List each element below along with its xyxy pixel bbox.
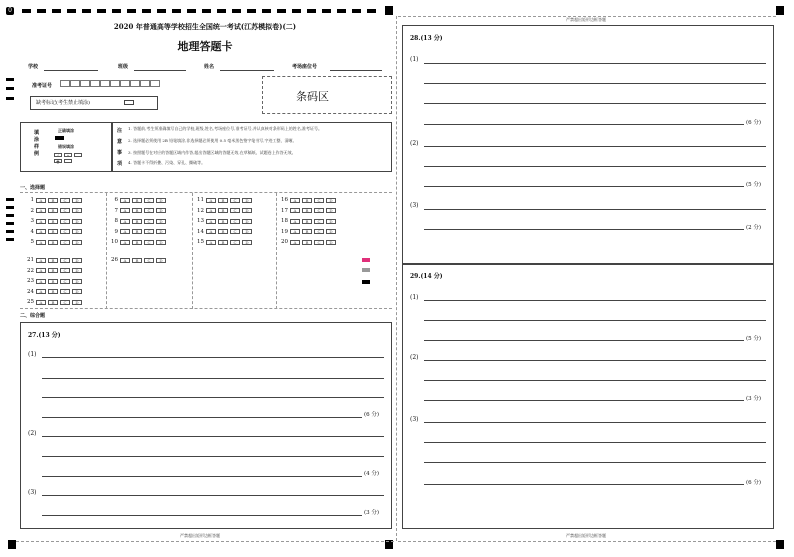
q28-title: 28.(13 分) <box>410 35 443 42</box>
side-mark <box>6 222 14 225</box>
timing-mark <box>292 9 301 13</box>
mcq-question-number: 24 <box>27 288 34 295</box>
mcq-option-bubble[interactable]: D <box>326 198 336 203</box>
q27-line[interactable] <box>42 417 362 418</box>
mcq-option-bubble[interactable]: C <box>60 198 70 203</box>
timing-mark <box>217 9 226 13</box>
q29-part3-points: (6 分) <box>746 480 762 486</box>
mcq-option-bubble[interactable]: A <box>290 240 300 245</box>
timing-mark <box>262 9 271 13</box>
mcq-question-row <box>26 299 82 305</box>
mcq-option-bubble[interactable]: A <box>120 258 130 263</box>
mcq-option-bubble[interactable]: B <box>48 208 58 213</box>
q28-line[interactable] <box>424 83 766 84</box>
mcq-option-bubble[interactable]: C <box>230 208 240 213</box>
mcq-question-number: 3 <box>30 218 34 224</box>
color-mark-black <box>362 280 370 284</box>
note-2: 2. 选择题必须使用 2B 铅笔填涂,非选择题必须使用 0.5 毫米黑色签字笔书写,字迹工整、清晰。 <box>128 138 297 143</box>
mcq-question-row <box>280 197 336 203</box>
q29-line[interactable] <box>424 360 766 361</box>
mcq-option-bubble[interactable]: B <box>218 240 228 245</box>
q29-line[interactable] <box>424 400 744 401</box>
mcq-option-bubble[interactable]: B <box>132 240 142 245</box>
header-warning-right: 严禁超出矩形边框答题 <box>566 17 606 22</box>
mcq-question-number: 1 <box>30 197 34 203</box>
mcq-option-bubble[interactable]: D <box>72 279 82 284</box>
page-bottom-rule <box>398 541 776 542</box>
q27-part2-points: (4 分) <box>364 471 380 477</box>
mcq-option-bubble[interactable]: A <box>206 219 216 224</box>
mcq-option-bubble[interactable]: B <box>218 219 228 224</box>
q29-line[interactable] <box>424 422 766 423</box>
mcq-col-divider <box>106 193 107 309</box>
q27-line[interactable] <box>42 378 384 379</box>
footer-warning-right: 严禁超出矩形边框答题 <box>566 533 606 538</box>
timing-mark <box>142 9 151 13</box>
school-field[interactable] <box>44 70 98 71</box>
q29-line[interactable] <box>424 320 766 321</box>
mcq-question-number: 18 <box>281 218 288 224</box>
q28-line[interactable] <box>424 146 766 147</box>
mcq-col-divider <box>276 193 277 309</box>
timing-mark <box>322 9 331 13</box>
color-mark-gray <box>362 268 370 272</box>
mcq-option-bubble[interactable]: A <box>36 198 46 203</box>
mcq-option-bubble[interactable]: C <box>144 219 154 224</box>
mcq-option-bubble[interactable]: C <box>60 229 70 234</box>
mcq-option-bubble[interactable]: D <box>156 258 166 263</box>
mcq-option-bubble[interactable]: A <box>120 229 130 234</box>
side-mark <box>6 97 14 100</box>
q28-part1-label: (1) <box>410 56 419 63</box>
side-mark <box>6 230 14 233</box>
mcq-option-bubble[interactable]: A <box>120 198 130 203</box>
mcq-option-bubble[interactable]: C <box>230 219 240 224</box>
mcq-question-row <box>26 257 82 263</box>
mcq-option-bubble[interactable]: A <box>206 198 216 203</box>
mcq-option-bubble[interactable]: D <box>72 268 82 273</box>
mcq-question-number: 12 <box>197 207 204 214</box>
mcq-question-row <box>110 208 166 214</box>
seat-field[interactable] <box>330 70 382 71</box>
mcq-option-bubble[interactable]: A <box>290 219 300 224</box>
mcq-option-bubble[interactable]: A <box>36 208 46 213</box>
q29-line[interactable] <box>424 484 744 485</box>
wrong-fill-label: 错误填涂 <box>58 144 74 149</box>
q28-line[interactable] <box>424 209 766 210</box>
mcq-option-bubble[interactable]: C <box>144 208 154 213</box>
mcq-question-number: 23 <box>27 278 34 284</box>
mcq-question-number: 10 <box>111 239 118 245</box>
q29-title: 29.(14 分) <box>410 273 443 280</box>
fill-example-label: 填 涂 样 例 <box>34 130 40 157</box>
mcq-option-bubble[interactable]: C <box>144 240 154 245</box>
mcq-option-bubble[interactable]: C <box>60 289 70 294</box>
wrong-fill-samples-2: ● <box>54 159 72 163</box>
mcq-option-bubble[interactable]: C <box>144 198 154 203</box>
timing-mark <box>202 9 211 13</box>
mcq-option-bubble[interactable]: A <box>120 208 130 213</box>
exam-title: 2020 年普通高等学校招生全国统一考试(江苏模拟卷)(二) <box>113 22 297 31</box>
mcq-option-bubble[interactable]: D <box>242 208 252 213</box>
q27-line[interactable] <box>42 436 384 437</box>
side-mark <box>6 214 14 217</box>
q27-line[interactable] <box>42 495 384 496</box>
mcq-question-number: 22 <box>27 267 34 274</box>
absent-checkbox[interactable] <box>124 100 134 105</box>
q27-part1-points: (6 分) <box>364 412 380 418</box>
note-3: 3. 按照题号在对应的答题区域内作答,超出答题区域的答题无效,在草稿纸、试题卷上作答无效。 <box>128 150 296 155</box>
mcq-option-bubble[interactable]: D <box>156 229 166 234</box>
mcq-question-number: 17 <box>281 207 288 214</box>
mcq-option-bubble[interactable]: A <box>206 240 216 245</box>
timing-mark <box>307 9 316 13</box>
mcq-question-number: 4 <box>30 228 34 235</box>
mcq-option-bubble[interactable]: B <box>302 229 312 234</box>
mcq-option-bubble[interactable]: C <box>60 268 70 273</box>
mcq-question-row <box>110 239 166 245</box>
q29-part2-label: (2) <box>410 354 419 361</box>
timing-mark <box>337 9 346 13</box>
mcq-question-row <box>26 289 82 295</box>
section1-rule <box>20 192 392 193</box>
corner-mark-icon: 0 <box>6 7 14 15</box>
mcq-option-bubble[interactable]: C <box>60 300 70 305</box>
mcq-option-bubble[interactable]: C <box>60 258 70 263</box>
admission-label: 准考证号 <box>32 83 53 89</box>
mcq-question-number: 21 <box>27 257 34 263</box>
q29-part2-points: (3 分) <box>746 396 762 402</box>
timing-mark <box>187 9 196 13</box>
mcq-question-row <box>26 239 82 245</box>
mcq-option-bubble[interactable]: D <box>242 219 252 224</box>
mcq-option-bubble[interactable]: B <box>48 289 58 294</box>
seat-label: 考场座位号 <box>292 64 318 70</box>
mcq-option-bubble[interactable]: D <box>326 229 336 234</box>
mcq-option-bubble[interactable]: D <box>72 208 82 213</box>
mcq-question-number: 2 <box>30 207 34 214</box>
card-title: 地理答题卡 <box>177 40 233 53</box>
q29-part3-label: (3) <box>410 416 419 423</box>
mcq-question-number: 26 <box>111 257 118 263</box>
side-mark <box>6 206 14 209</box>
mcq-question-row <box>26 268 82 274</box>
timing-mark <box>97 9 106 13</box>
mcq-question-row <box>26 218 82 224</box>
mcq-question-row <box>280 218 336 224</box>
q29-line[interactable] <box>424 442 766 443</box>
q28-part3-points: (2 分) <box>746 225 762 231</box>
mcq-option-bubble[interactable]: C <box>314 240 324 245</box>
timing-mark <box>172 9 181 13</box>
color-mark-magenta <box>362 258 370 262</box>
timing-mark <box>112 9 121 13</box>
mcq-option-bubble[interactable]: A <box>36 300 46 305</box>
mcq-option-bubble[interactable]: B <box>302 240 312 245</box>
q28-part1-points: (6 分) <box>746 120 762 126</box>
mcq-question-number: 19 <box>281 228 288 235</box>
q27-part2-label: (2) <box>28 430 37 437</box>
section2-title: 二、综合题 <box>20 313 46 319</box>
mcq-option-bubble[interactable]: A <box>36 258 46 263</box>
mcq-question-row <box>110 218 166 224</box>
q28-part2-points: (5 分) <box>746 182 762 188</box>
timing-mark <box>232 9 241 13</box>
mcq-question-number: 20 <box>281 239 288 245</box>
mcq-option-bubble[interactable]: D <box>72 289 82 294</box>
note-1: 1. 答题前,考生须准确填写自己的学校,班级,姓名,考场座位号,准考证号,并认真核对条形码上的姓名,准考证号。 <box>128 126 322 131</box>
mcq-option-bubble[interactable]: B <box>48 198 58 203</box>
timing-mark <box>37 9 46 13</box>
mcq-option-bubble[interactable]: D <box>242 229 252 234</box>
notes-label: 注 意 事 项 <box>117 128 123 167</box>
school-label: 学校 <box>28 64 39 70</box>
q27-title: 27.(13 分) <box>28 332 61 339</box>
q28-line[interactable] <box>424 103 766 104</box>
q27-line[interactable] <box>42 397 384 398</box>
mcq-option-bubble[interactable]: B <box>48 258 58 263</box>
q28-line[interactable] <box>424 124 744 125</box>
mcq-option-bubble[interactable]: A <box>290 198 300 203</box>
mcq-option-bubble[interactable]: A <box>36 268 46 273</box>
timing-mark <box>67 9 76 13</box>
q29-part1-label: (1) <box>410 294 419 301</box>
page-divider <box>396 16 397 541</box>
mcq-question-number: 7 <box>114 207 118 214</box>
mcq-option-bubble[interactable]: B <box>132 208 142 213</box>
q28-part2-label: (2) <box>410 140 419 147</box>
mcq-option-bubble[interactable]: D <box>72 300 82 305</box>
mcq-option-bubble[interactable]: B <box>218 229 228 234</box>
mcq-option-bubble[interactable]: D <box>156 219 166 224</box>
correct-fill-sample <box>55 136 64 140</box>
timing-mark <box>82 9 91 13</box>
corner-mark <box>776 6 784 15</box>
mcq-option-bubble[interactable]: A <box>36 229 46 234</box>
timing-mark <box>52 9 61 13</box>
side-mark <box>6 78 14 81</box>
mcq-question-number: 6 <box>114 197 118 203</box>
mcq-option-bubble[interactable]: D <box>72 198 82 203</box>
mcq-option-bubble[interactable]: B <box>302 198 312 203</box>
q29-line[interactable] <box>424 300 766 301</box>
mcq-option-bubble[interactable]: C <box>314 229 324 234</box>
footer-warning-left: 严禁超出矩形边框答题 <box>180 533 220 538</box>
name-label: 姓名 <box>204 64 215 70</box>
mcq-option-bubble[interactable]: C <box>230 229 240 234</box>
mcq-option-bubble[interactable]: B <box>132 219 142 224</box>
admission-boxes[interactable] <box>60 80 160 87</box>
q27-line[interactable] <box>42 357 384 358</box>
correct-fill-label: 正确填涂 <box>58 128 74 133</box>
mcq-option-bubble[interactable]: A <box>36 289 46 294</box>
mcq-option-bubble[interactable]: C <box>314 219 324 224</box>
name-field[interactable] <box>220 70 274 71</box>
mcq-option-bubble[interactable]: B <box>48 240 58 245</box>
mcq-question-row <box>280 229 336 235</box>
mcq-option-bubble[interactable]: D <box>72 240 82 245</box>
class-field[interactable] <box>134 70 186 71</box>
timing-mark <box>127 9 136 13</box>
mcq-question-row <box>110 197 166 203</box>
page-bottom-rule <box>16 541 394 542</box>
side-mark <box>6 238 14 241</box>
mcq-option-bubble[interactable]: D <box>156 208 166 213</box>
q29-answer-box[interactable] <box>402 264 774 529</box>
q27-part1-label: (1) <box>28 351 37 358</box>
mcq-option-bubble[interactable]: B <box>48 300 58 305</box>
q27-part3-points: (3 分) <box>364 510 380 516</box>
mcq-option-bubble[interactable]: B <box>302 219 312 224</box>
mcq-option-bubble[interactable]: B <box>132 229 142 234</box>
class-label: 班级 <box>118 64 129 70</box>
q28-part3-label: (3) <box>410 202 419 209</box>
mcq-option-bubble[interactable]: A <box>36 279 46 284</box>
corner-mark <box>776 540 784 549</box>
mcq-option-bubble[interactable]: D <box>72 219 82 224</box>
mcq-option-bubble[interactable]: C <box>314 208 324 213</box>
mcq-option-bubble[interactable]: C <box>60 240 70 245</box>
mcq-question-row <box>196 239 252 245</box>
mcq-question-number: 15 <box>197 239 204 245</box>
mcq-option-bubble[interactable]: C <box>60 279 70 284</box>
mcq-question-number: 13 <box>197 218 204 224</box>
mcq-option-bubble[interactable]: B <box>48 219 58 224</box>
mcq-question-number: 8 <box>114 218 118 224</box>
q27-line[interactable] <box>42 515 362 516</box>
section1-bottom <box>20 308 392 309</box>
mcq-option-bubble[interactable]: B <box>132 198 142 203</box>
mcq-option-bubble[interactable]: B <box>48 279 58 284</box>
mcq-option-bubble[interactable]: A <box>206 208 216 213</box>
mcq-option-bubble[interactable]: D <box>156 198 166 203</box>
mcq-option-bubble[interactable]: A <box>36 240 46 245</box>
timing-mark <box>277 9 286 13</box>
mcq-question-row <box>196 208 252 214</box>
q27-answer-box[interactable] <box>20 322 392 529</box>
mcq-question-number: 25 <box>27 299 34 305</box>
mcq-option-bubble[interactable]: B <box>302 208 312 213</box>
mcq-option-bubble[interactable]: D <box>326 208 336 213</box>
q29-line[interactable] <box>424 380 766 381</box>
q29-line[interactable] <box>424 340 744 341</box>
mcq-option-bubble[interactable]: A <box>290 229 300 234</box>
mcq-option-bubble[interactable]: B <box>218 198 228 203</box>
side-mark <box>6 198 14 201</box>
mcq-option-bubble[interactable]: A <box>120 219 130 224</box>
mcq-col-divider <box>192 193 193 309</box>
mcq-option-bubble[interactable]: A <box>206 229 216 234</box>
mcq-option-bubble[interactable]: B <box>48 229 58 234</box>
mcq-option-bubble[interactable]: D <box>326 240 336 245</box>
mcq-option-bubble[interactable]: A <box>120 240 130 245</box>
mcq-option-bubble[interactable]: D <box>156 240 166 245</box>
q29-line[interactable] <box>424 462 766 463</box>
mcq-option-bubble[interactable]: B <box>48 268 58 273</box>
timing-mark <box>352 9 361 13</box>
mcq-question-number: 14 <box>197 228 204 235</box>
mcq-option-bubble[interactable]: C <box>230 198 240 203</box>
mcq-question-row <box>196 218 252 224</box>
mcq-question-row <box>196 197 252 203</box>
q28-line[interactable] <box>424 63 766 64</box>
corner-mark <box>8 540 16 549</box>
mcq-question-row <box>280 239 336 245</box>
q28-line[interactable] <box>424 229 744 230</box>
absent-label: 缺考标记(考生禁止填涂) <box>36 100 90 106</box>
mcq-option-bubble[interactable]: C <box>144 229 154 234</box>
mcq-question-row <box>26 229 82 235</box>
mcq-option-bubble[interactable]: D <box>242 240 252 245</box>
mcq-option-bubble[interactable]: C <box>144 258 154 263</box>
timing-mark <box>22 9 31 13</box>
mcq-question-row <box>26 208 82 214</box>
q27-line[interactable] <box>42 476 362 477</box>
wrong-fill-samples: ✓ × — <box>54 153 82 157</box>
mcq-question-number: 5 <box>30 239 34 245</box>
q27-part3-label: (3) <box>28 489 37 496</box>
timing-mark <box>157 9 166 13</box>
mcq-option-bubble[interactable]: D <box>72 229 82 234</box>
section1-title: 一、选择题 <box>20 185 46 191</box>
mcq-question-number: 16 <box>281 197 288 203</box>
side-mark <box>6 87 14 90</box>
mcq-option-bubble[interactable]: B <box>218 208 228 213</box>
mcq-option-bubble[interactable]: A <box>36 219 46 224</box>
mcq-option-bubble[interactable]: D <box>72 258 82 263</box>
timing-mark <box>247 9 256 13</box>
mcq-question-number: 9 <box>114 228 118 235</box>
q27-line[interactable] <box>42 456 384 457</box>
mcq-question-row <box>196 229 252 235</box>
mcq-question-row <box>280 208 336 214</box>
q28-line[interactable] <box>424 166 766 167</box>
timing-mark <box>367 9 376 13</box>
corner-mark <box>385 6 393 15</box>
note-4: 4. 答题卡不得折叠、污染、穿孔、撕破等。 <box>128 160 206 165</box>
mcq-option-bubble[interactable]: C <box>60 219 70 224</box>
mcq-option-bubble[interactable]: C <box>230 240 240 245</box>
mcq-question-row <box>26 278 82 284</box>
mcq-option-bubble[interactable]: D <box>242 198 252 203</box>
mcq-question-row <box>110 257 166 263</box>
mcq-option-bubble[interactable]: B <box>132 258 142 263</box>
mcq-option-bubble[interactable]: C <box>60 208 70 213</box>
barcode-label: 条码区 <box>296 90 329 103</box>
q29-part1-points: (5 分) <box>746 336 762 342</box>
mcq-option-bubble[interactable]: C <box>314 198 324 203</box>
mcq-option-bubble[interactable]: A <box>290 208 300 213</box>
q28-line[interactable] <box>424 186 744 187</box>
mcq-question-row <box>26 197 82 203</box>
mcq-option-bubble[interactable]: D <box>326 219 336 224</box>
mcq-question-number: 11 <box>197 197 204 203</box>
mcq-question-row <box>110 229 166 235</box>
